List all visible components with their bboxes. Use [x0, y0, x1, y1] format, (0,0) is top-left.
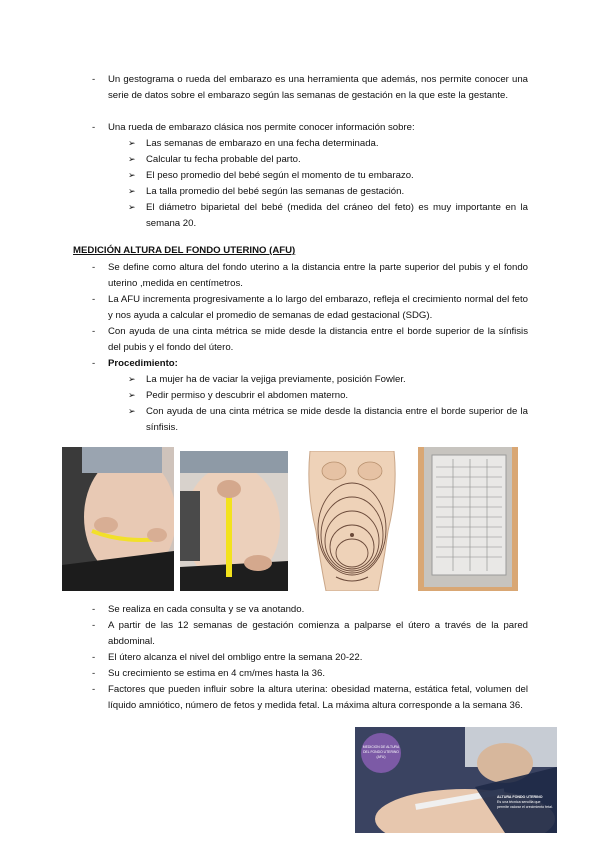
sub-item: La talla promedio del bebé según las semanas de gestación. [146, 186, 405, 197]
bullet-text: Con ayuda de una cinta métrica se mide desde la distancia entre el borde superior de la sínfisis del pubis y el fondo del útero. [108, 326, 528, 353]
afu-caption-body: Es una técnica sencilla que permite valorar el crecimiento fetal. [497, 800, 553, 809]
photo-measurement-2 [180, 451, 288, 591]
procedure-step: Con ayuda de una cinta métrica se mide desde la distancia entre el borde superior de la sínfisis. [146, 406, 528, 433]
bullet-dash: - [92, 358, 96, 369]
arrow-bullet-icon: ➢ [128, 202, 136, 212]
bullet-text: A partir de las 12 semanas de gestación comienza a palparse el útero a través de la pared abdominal. [108, 620, 528, 647]
uterine-height-diagram [296, 451, 408, 591]
arrow-bullet-icon: ➢ [128, 406, 136, 416]
afu-caption-title: ALTURA FONDO UTERINO [497, 795, 543, 799]
sub-item: El diámetro biparietal del bebé (medida del cráneo del feto) es muy importante en la semana 20. [146, 202, 528, 229]
bullet-dash: - [92, 604, 96, 615]
arrow-bullet-icon: ➢ [128, 390, 136, 400]
afu-badge [361, 733, 401, 773]
bullet-dash: - [92, 620, 96, 631]
bullet-text: Se define como altura del fondo uterino a la distancia entre la parte superior del pubis y el fondo uterino ,medida en centímetros. [108, 262, 528, 289]
bullet-dash: - [92, 294, 96, 305]
bullet-text: El útero alcanza el nivel del ombligo entre la semana 20-22. [108, 652, 363, 663]
arrow-bullet-icon: ➢ [128, 154, 136, 164]
bullet-dash: - [92, 262, 96, 273]
sub-item: Las semanas de embarazo en una fecha determinada. [146, 138, 379, 149]
gestogram-wheel-photo [418, 447, 518, 591]
bullet-text: Se realiza en cada consulta y se va anotando. [108, 604, 305, 615]
afu-badge-line2: DEL FONDO UTERINO (AFU) [363, 750, 399, 759]
bullet-text: Una rueda de embarazo clásica nos permite conocer información sobre: [108, 122, 415, 133]
bullet-text: Un gestograma o rueda del embarazo es una herramienta que además, nos permite conocer una serie de datos sobre el embarazo según las semanas de gestación en la que este la gestante. [108, 74, 528, 101]
arrow-bullet-icon: ➢ [128, 374, 136, 384]
bullet-text: Factores que pueden influir sobre la altura uterina: obesidad materna, estática fetal, volumen del líquido amniótico, número de fetos y medida fetal. La máxima altura corresponde a la semana 36. [108, 684, 528, 711]
procedure-step: La mujer ha de vaciar la vejiga previamente, posición Fowler. [146, 374, 406, 385]
bullet-text: La AFU incrementa progresivamente a lo largo del embarazo, refleja el crecimiento normal del feto y nos ayuda a calcular el promedio de semanas de edad gestacional (SDG). [108, 294, 528, 321]
arrow-bullet-icon: ➢ [128, 170, 136, 180]
section-heading: MEDICIÓN ALTURA DEL FONDO UTERINO (AFU) [73, 245, 296, 256]
bullet-dash: - [92, 74, 96, 85]
bullet-dash: - [92, 684, 96, 695]
procedure-label: Procedimiento: [108, 358, 178, 369]
arrow-bullet-icon: ➢ [128, 186, 136, 196]
bullet-text: Su crecimiento se estima en 4 cm/mes hasta la 36. [108, 668, 326, 679]
procedure-step: Pedir permiso y descubrir el abdomen materno. [146, 390, 349, 401]
bullet-dash: - [92, 326, 96, 337]
bullet-dash: - [92, 122, 96, 133]
afu-caption [497, 795, 553, 810]
photo-measurement-1 [62, 447, 174, 591]
bullet-dash: - [92, 668, 96, 679]
sub-item: Calcular tu fecha probable del parto. [146, 154, 301, 165]
arrow-bullet-icon: ➢ [128, 138, 136, 148]
afu-badge-line1: MEDICION DE ALTURA [362, 745, 400, 749]
afu-measurement-photo [355, 727, 557, 833]
sub-item: El peso promedio del bebé según el momento de tu embarazo. [146, 170, 414, 181]
bullet-dash: - [92, 652, 96, 663]
